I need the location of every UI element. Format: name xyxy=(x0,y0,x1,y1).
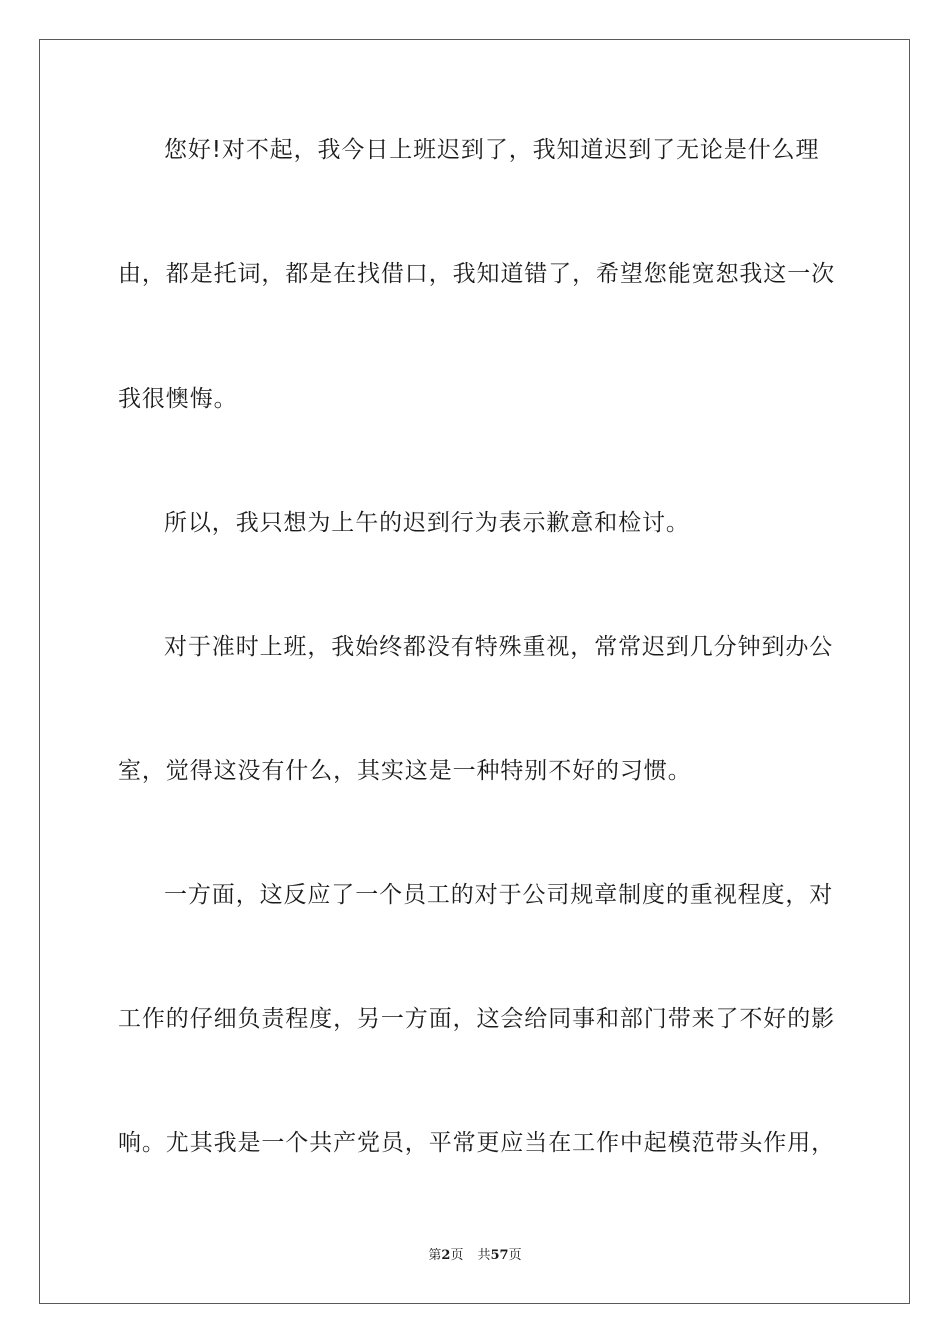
total-suffix: 页 xyxy=(508,1248,522,1263)
paragraph-line-4: 所以，我只想为上午的迟到行为表示歉意和检讨。 xyxy=(164,510,690,536)
page-footer xyxy=(0,1247,950,1265)
page-prefix: 第 xyxy=(428,1248,442,1263)
page-current: 2 xyxy=(441,1248,451,1263)
paragraph-line-6: 室，觉得这没有什么，其实这是一种特别不好的习惯。 xyxy=(118,758,692,784)
paragraph-line-7: 一方面，这反应了一个员工的对于公司规章制度的重视程度，对 xyxy=(164,882,834,908)
paragraph-line-3: 我很懊悔。 xyxy=(118,386,238,412)
page-border xyxy=(39,39,910,1304)
paragraph-line-9: 响。尤其我是一个共产党员，平常更应当在工作中起模范带头作用， xyxy=(118,1130,835,1156)
paragraph-line-2: 由，都是托词，都是在找借口，我知道错了，希望您能宽恕我这一次 xyxy=(118,261,835,287)
page-total: 57 xyxy=(490,1248,509,1263)
paragraph-line-1: 您好!对不起，我今日上班迟到了，我知道迟到了无论是什么理 xyxy=(164,137,820,163)
page-suffix: 页 xyxy=(450,1248,464,1263)
total-prefix: 共 xyxy=(477,1248,491,1263)
paragraph-line-8: 工作的仔细负责程度，另一方面，这会给同事和部门带来了不好的影 xyxy=(118,1006,835,1032)
paragraph-line-5: 对于准时上班，我始终都没有特殊重视，常常迟到几分钟到办公 xyxy=(164,634,834,660)
